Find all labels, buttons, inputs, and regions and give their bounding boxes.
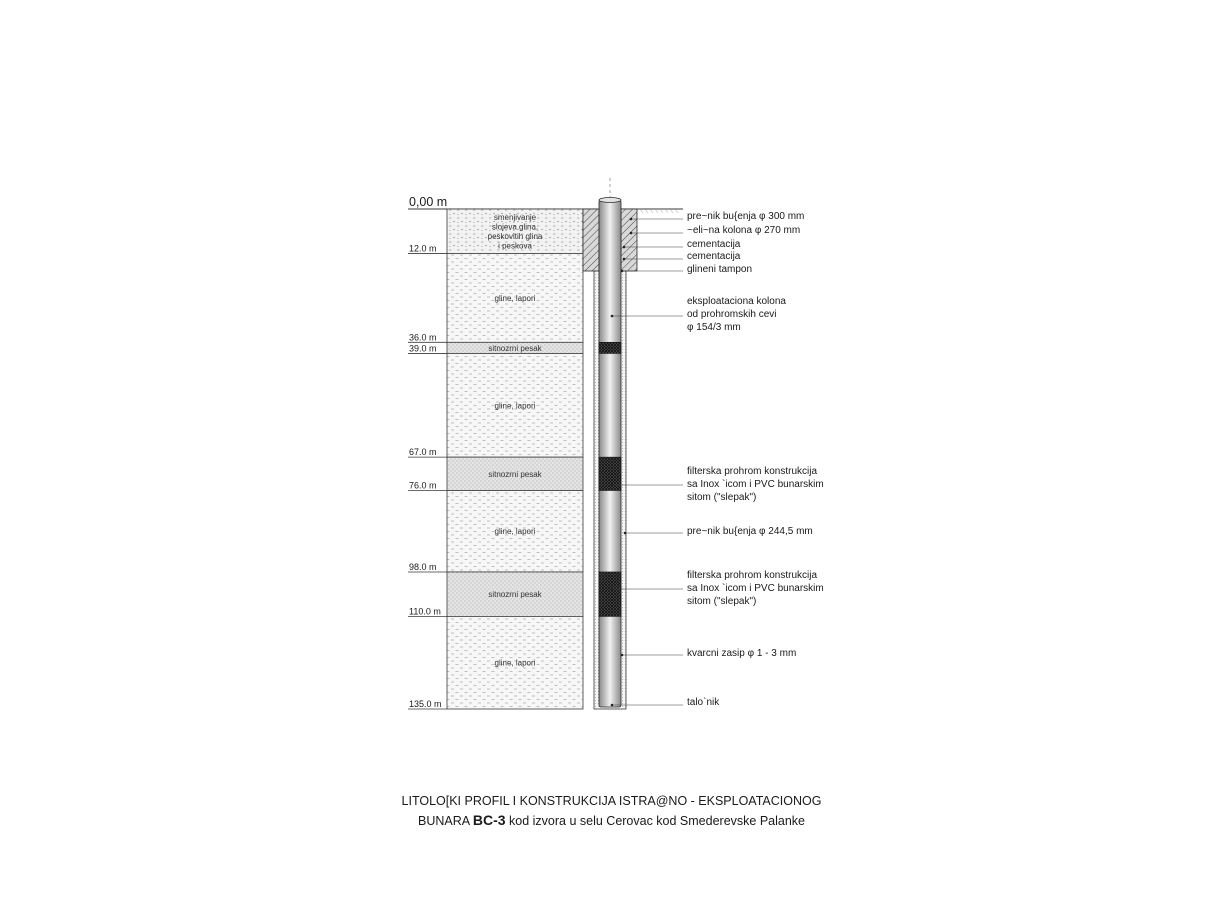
annotation-filter-2: sa Inox `icom i PVC bunarskim <box>687 583 824 594</box>
annotation-filter-1: sa Inox `icom i PVC bunarskim <box>687 479 824 490</box>
annotation-bore-300: pre~nik bu{enja φ 300 mm <box>687 211 805 222</box>
surface-tick <box>650 209 653 213</box>
layer-label: peskovitih glina <box>487 231 543 241</box>
surface-tick <box>675 209 678 213</box>
caption-line-1: LITOLO[KI PROFIL I KONSTRUKCIJA ISTRA@NO - EKSPLOATACIONOG <box>401 794 822 808</box>
layer-label: i peskova <box>498 241 532 251</box>
layer-label: sitnozrni pesak <box>488 469 542 479</box>
caption-suffix: kod izvora u selu Cerovac kod Smederevske Palanke <box>505 814 806 828</box>
annotation-production-casing: φ 154/3 mm <box>687 322 741 333</box>
annotation-pointer <box>621 654 624 657</box>
layer-label: slojeva glina, <box>491 222 539 232</box>
surface-tick <box>670 209 673 213</box>
depth-markers <box>408 243 447 709</box>
annotation-cement-1: cementacija <box>687 239 741 250</box>
annotation-production-casing: od prohromskih cevi <box>687 309 777 320</box>
filter-section <box>599 572 621 616</box>
layer-label: smenjivanje <box>493 212 537 222</box>
surface-tick <box>645 209 648 213</box>
surface-tick <box>665 209 668 213</box>
annotation-pointer <box>624 532 627 535</box>
lithology-column <box>447 209 583 709</box>
annotation-pointer <box>621 270 624 273</box>
filter-section <box>599 457 621 490</box>
layer-label: sitnozrni pesak <box>488 590 542 600</box>
pipe-body <box>599 200 621 707</box>
layer-label: gline, lapori <box>494 527 536 537</box>
depth-label: 12.0 m <box>409 243 437 254</box>
annotation-pointer <box>630 232 633 235</box>
annotation-pointer <box>630 218 633 221</box>
annotation-production-casing: eksploataciona kolona <box>687 296 786 307</box>
layer-label: gline, lapori <box>494 293 536 303</box>
annotation-pointer <box>611 484 614 487</box>
annotation-cement-2: cementacija <box>687 251 741 262</box>
surface-level-label: 0,00 m <box>409 195 448 209</box>
annotation-pointer <box>611 588 614 591</box>
depth-label: 36.0 m <box>409 332 437 343</box>
layer-label: sitnozrni pesak <box>488 343 542 353</box>
annotation-filter-2: sitom ("slepak") <box>687 596 757 607</box>
annotations <box>611 211 824 708</box>
annotation-pointer <box>611 315 614 318</box>
depth-label: 110.0 m <box>409 606 441 617</box>
annotation-casing-270: ~eli~na kolona φ 270 mm <box>687 225 801 236</box>
surface-tick <box>640 209 643 213</box>
cementation-left <box>583 209 599 271</box>
pipe-top <box>599 198 621 203</box>
annotation-pointer <box>611 704 614 707</box>
caption-line-2 <box>0 812 1223 828</box>
depth-label: 76.0 m <box>409 480 437 491</box>
annotation-gravel-pack: kvarcni zasip φ 1 - 3 mm <box>687 648 797 659</box>
annotation-clay-plug: glineni tampon <box>687 264 753 275</box>
caption-prefix: BUNARA <box>417 814 473 828</box>
annotation-filter-1: filterska prohrom konstrukcija <box>687 466 818 477</box>
annotation-pointer <box>623 246 626 249</box>
annotation-filter-2: filterska prohrom konstrukcija <box>687 570 818 581</box>
annotation-pointer <box>623 258 626 261</box>
annotation-filter-1: sitom ("slepak") <box>687 492 757 503</box>
depth-label: 39.0 m <box>409 343 437 354</box>
surface-tick <box>655 209 658 213</box>
surface-tick <box>660 209 663 213</box>
depth-label: 67.0 m <box>409 447 437 458</box>
layer-label: gline, lapori <box>494 658 536 668</box>
layer-label: gline, lapori <box>494 401 536 411</box>
annotation-sump: talo`nik <box>687 697 720 708</box>
production-casing-pipe <box>599 178 621 707</box>
annotation-bore-2445: pre~nik bu{enja φ 244,5 mm <box>687 526 813 537</box>
well-id: BC-3 <box>472 812 506 828</box>
depth-label: 135.0 m <box>409 699 442 709</box>
depth-label: 98.0 m <box>409 561 437 572</box>
filter-section <box>599 342 621 353</box>
cementation-right <box>621 209 637 271</box>
